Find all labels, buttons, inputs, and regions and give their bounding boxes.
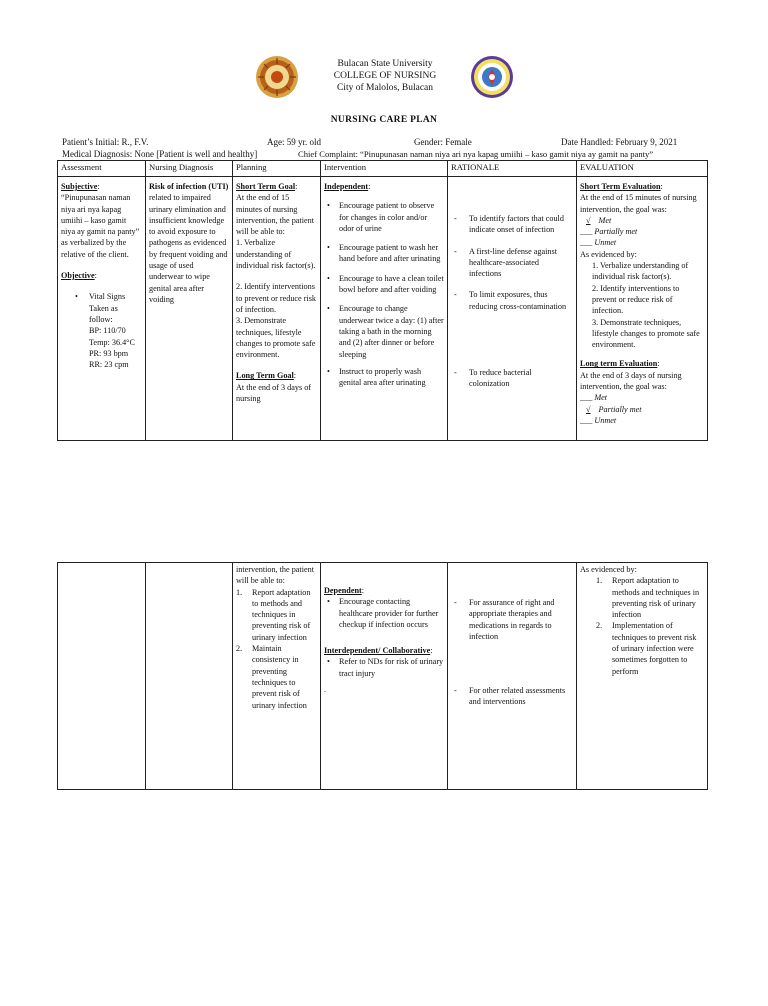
long-goal-2: Maintain consistency in preventing techniques to prevent risk of urinary infection bbox=[252, 644, 307, 710]
check-icon: √ bbox=[586, 404, 591, 414]
long-eval-item-1: Report adaptation to methods and techniques in preventing risk of urinary infection bbox=[612, 576, 700, 620]
rationale-cell-cont bbox=[448, 563, 577, 790]
intervention-cell: Independent: • Encourage patient to observe for changes in color and/or odor of urine • Encourage patient to wash her hand before and after urinating • Encourage to have a clean toilet bowl before and after voiding • Encourage to change underwear twice a day: (1) after taking a bath in the morning and (2) after dinner or before sleeping • Instruct to properly wash genital area after urinating bbox=[321, 177, 448, 441]
bullet-icon: • bbox=[327, 304, 330, 314]
bullet-icon: • bbox=[75, 292, 78, 302]
dash-icon: - bbox=[454, 246, 457, 256]
rationale-5: For assurance of right and appropriate therapies and medications in regards to infection bbox=[469, 598, 555, 641]
col-intervention: Intervention bbox=[321, 161, 448, 177]
list-item bbox=[451, 289, 573, 312]
col-evaluation: EVALUATION bbox=[577, 161, 708, 177]
list-item bbox=[451, 213, 573, 236]
col-rationale: RATIONALE bbox=[448, 161, 577, 177]
stray-mark: . bbox=[324, 685, 327, 695]
long-term-goal-label: Long Term Goal bbox=[236, 371, 294, 381]
bullet-icon: • bbox=[327, 273, 330, 283]
rationale-1: To identify factors that could indicate onset of infection bbox=[469, 214, 564, 235]
vital-signs-label: Vital Signs Taken as follow: bbox=[89, 292, 126, 324]
eval-unmet: Unmet bbox=[594, 238, 617, 248]
long-goal-1: Report adaptation to methods and techniques in preventing risk of urinary infection bbox=[252, 587, 311, 642]
assessment-cell-cont bbox=[58, 563, 146, 790]
blank-line: ___ bbox=[580, 393, 593, 403]
blank-line: ___ bbox=[580, 238, 593, 248]
list-item bbox=[324, 656, 444, 679]
planning-cell: Short Term Goal: At the end of 15 minutes of nursing intervention, the patient will be able to: 1. Verbalize understanding of individual risk factor(s). 2. Identify interventions to prevent or reduce risk of infection. 3. Demonstrate techniques, lifestyle changes to promote safe environment. Long Term Goal: At the end of 3 days of nursing bbox=[233, 177, 321, 441]
short-eval-label: Short Term Evaluation bbox=[580, 182, 661, 191]
long-eval-text: At the end of 3 days of nursing intervention, the goal was: bbox=[580, 370, 682, 392]
assessment-cell: Subjective: “Pinupunasan naman niya ari nya kapag umiihi – kaso gamit niya ay gamit na panty” as verbalized by the relative of the client. Objective: • Vital Signs Taken as follow: BP: 110/70 Temp: 36.4°C PR: 93 bpm RR: 23 cpm bbox=[58, 177, 146, 441]
collaborative-item-1: Refer to NDs for risk of urinary tract injury bbox=[339, 657, 444, 678]
patient-age: Age: 59 yr. old bbox=[267, 137, 321, 147]
dash-icon: - bbox=[454, 686, 457, 696]
col-assessment: Assessment bbox=[58, 161, 146, 177]
long-eval-item-2: Implementation of techniques to prevent risk of urinary infection were sometimes forgotten to perform bbox=[612, 621, 697, 676]
bullet-icon: • bbox=[327, 243, 330, 253]
list-item bbox=[324, 596, 444, 630]
rationale-6: For other related assessments and interventions bbox=[469, 686, 566, 707]
patient-initial: Patient’s Initial: R., F.V. bbox=[62, 137, 149, 147]
list-item: 1. Report adaptation to methods and techniques in preventing risk of urinary infection bbox=[236, 587, 311, 642]
evaluation-cell-cont bbox=[577, 563, 708, 790]
list-item bbox=[324, 273, 444, 296]
eval-item-1: 1. Verbalize understanding of individual risk factor(s). bbox=[592, 261, 689, 282]
table-row bbox=[58, 177, 708, 441]
list-item bbox=[451, 685, 573, 708]
dash-icon: - bbox=[454, 368, 457, 378]
city-name: City of Malolos, Bulacan bbox=[336, 83, 434, 93]
evidenced-by: As evidenced by: bbox=[580, 249, 637, 259]
intervention-cell-cont: Dependent: • Encourage contacting healthcare provider for further checkup if infection occurs Interdependent/ Collaborative: • Refer to NDs for risk of urinary tract injury . bbox=[321, 563, 448, 790]
rationale-2: A first-line defense against healthcare-associated infections bbox=[469, 246, 557, 279]
list-item bbox=[324, 366, 444, 389]
page-title: NURSING CARE PLAN bbox=[330, 115, 438, 125]
eval-met-2: Met bbox=[594, 393, 608, 403]
dash-icon: - bbox=[454, 290, 457, 300]
table-row bbox=[58, 563, 708, 790]
list-item bbox=[324, 303, 444, 359]
eval-unmet-2: Unmet bbox=[594, 415, 617, 425]
rationale-3: To limit exposures, thus reducing cross-contamination bbox=[469, 290, 567, 311]
blank-line: ___ bbox=[580, 415, 593, 425]
vital-bp: BP: 110/70 bbox=[89, 326, 126, 336]
list-item bbox=[324, 242, 444, 265]
short-term-goal-label: Short Term Goal bbox=[236, 182, 296, 191]
dependent-item-1: Encourage contacting healthcare provider for further checkup if infection occurs bbox=[339, 597, 439, 629]
dependent-label: Dependent bbox=[324, 586, 362, 595]
short-goal-1: 1. Verbalize understanding of individual risk factor(s). bbox=[236, 238, 316, 271]
university-name: Bulacan State University bbox=[337, 59, 433, 69]
long-goal-cont: intervention, the patient will be able to: bbox=[236, 565, 314, 586]
list-item: 1. Report adaptation to methods and techniques in preventing risk of urinary infection bbox=[596, 576, 700, 620]
intervention-item-5: Instruct to properly wash genital area after urinating bbox=[339, 366, 426, 388]
university-seal-icon bbox=[255, 55, 299, 99]
rationale-4: To reduce bacterial colonization bbox=[469, 368, 532, 389]
planning-cell-cont bbox=[233, 563, 321, 790]
care-plan-table bbox=[57, 160, 708, 441]
intervention-item-3: Encourage to have a clean toilet bowl before and after voiding bbox=[339, 273, 444, 295]
eval-met: Met bbox=[598, 215, 612, 225]
short-goal-2: 2. Identify interventions to prevent or reduce risk of infection. bbox=[236, 282, 317, 314]
evaluation-cell: Short Term Evaluation: At the end of 15 minutes of nursing intervention, the goal was: √ Met ___ Partially met ___ Unmet As evidenced by: 1. Verbalize understanding of individual risk factor(s). 2. Identify interventions to prevent or reduce risk of infection. 3. Demonstrate techniques, lifestyle changes to promote safe environment. Long term Evaluation: At the end of 3 days of nursing intervention, the goal was: ___ Met √ Partially met ___ Unmet bbox=[577, 177, 708, 441]
college-name: COLLEGE OF NURSING bbox=[333, 71, 437, 81]
college-nursing-seal-icon bbox=[470, 55, 514, 99]
chief-complaint: Chief Complaint: “Pinupunasan naman niya ari nya kapag umiihi – kaso gamit niya ay gamit na panty” bbox=[298, 149, 654, 159]
diagnosis-cell bbox=[146, 177, 233, 441]
date-handled: Date Handled: February 9, 2021 bbox=[561, 137, 678, 147]
objective-label: Objective bbox=[61, 271, 95, 281]
dash-icon: - bbox=[454, 598, 457, 607]
short-eval-text: At the end of 15 minutes of nursing intervention, the goal was: bbox=[580, 193, 697, 214]
diagnosis-text: related to impaired urinary elimination and insufficient knowledge to avoid exposure to pathogens as evidenced by frequent voiding and usage of used underwear to wipe genital area after voiding bbox=[149, 193, 228, 304]
table-header-row bbox=[58, 161, 708, 177]
interdependent-label: Interdependent/ Collaborative bbox=[324, 646, 431, 656]
care-plan-continuation-table bbox=[57, 562, 708, 790]
independent-label: Independent bbox=[324, 182, 369, 191]
rationale-cell bbox=[448, 177, 577, 441]
dash-icon: - bbox=[454, 214, 457, 223]
list-item bbox=[451, 246, 573, 280]
bullet-icon: • bbox=[327, 657, 330, 667]
bullet-icon: • bbox=[327, 201, 330, 211]
bullet-icon: • bbox=[327, 366, 330, 376]
eval-partial: Partially met bbox=[594, 227, 638, 237]
list-item: 2. Implementation of techniques to prevent risk of urinary infection were sometimes forgotten to perform bbox=[596, 621, 697, 676]
list-item bbox=[324, 200, 444, 234]
col-planning: Planning bbox=[233, 161, 321, 177]
intervention-item-4: Encourage to change underwear twice a day: (1) after taking a bath in the morning and (2) after dinner or before sleeping bbox=[339, 304, 444, 359]
eval-item-2: 2. Identify interventions to prevent or reduce risk of infection. bbox=[592, 283, 680, 316]
bullet-icon: • bbox=[327, 597, 330, 607]
blank-line: ___ bbox=[580, 227, 593, 237]
school-header bbox=[300, 58, 470, 94]
medical-diagnosis: Medical Diagnosis: None [Patient is well and healthy] bbox=[62, 149, 258, 159]
evidenced-by-2: As evidenced by: bbox=[580, 565, 637, 574]
diagnosis-cell-cont bbox=[146, 563, 233, 790]
patient-gender: Gender: Female bbox=[414, 137, 472, 147]
list-item bbox=[451, 367, 573, 390]
long-term-goal-text: At the end of 3 days of nursing bbox=[236, 382, 312, 404]
eval-partial-2: Partially met bbox=[598, 404, 642, 414]
vital-pr: PR: 93 bpm bbox=[89, 348, 129, 358]
eval-item-3: 3. Demonstrate techniques, lifestyle changes to promote safe environment. bbox=[592, 317, 700, 350]
vital-rr: RR: 23 cpm bbox=[89, 360, 129, 370]
intervention-item-2: Encourage patient to wash her hand before and after urinating bbox=[339, 243, 441, 264]
check-icon: √ bbox=[586, 215, 591, 225]
diagnosis-bold: Risk of infection (UTI) bbox=[149, 182, 229, 191]
list-item bbox=[451, 597, 573, 642]
list-item: 2. Maintain consistency in preventing techniques to prevent risk of urinary infection bbox=[236, 644, 307, 710]
subjective-text: “Pinupunasan naman niya ari nya kapag umiihi – kaso gamit niya ay gamit na panty” as verbalized by the relative of the client. bbox=[61, 193, 140, 259]
long-eval-label: Long term Evaluation bbox=[580, 359, 658, 369]
intervention-item-1: Encourage patient to observe for changes in color and/or odor of urine bbox=[339, 201, 435, 233]
short-goal-3: 3. Demonstrate techniques, lifestyle changes to promote safe environment. bbox=[236, 316, 316, 360]
short-term-goal-text: At the end of 15 minutes of nursing intervention, the patient will be able to: bbox=[236, 193, 314, 237]
vital-temp: Temp: 36.4°C bbox=[89, 337, 135, 347]
col-nursing-diagnosis: Nursing Diagnosis bbox=[146, 161, 233, 177]
subjective-label: Subjective bbox=[61, 182, 98, 191]
